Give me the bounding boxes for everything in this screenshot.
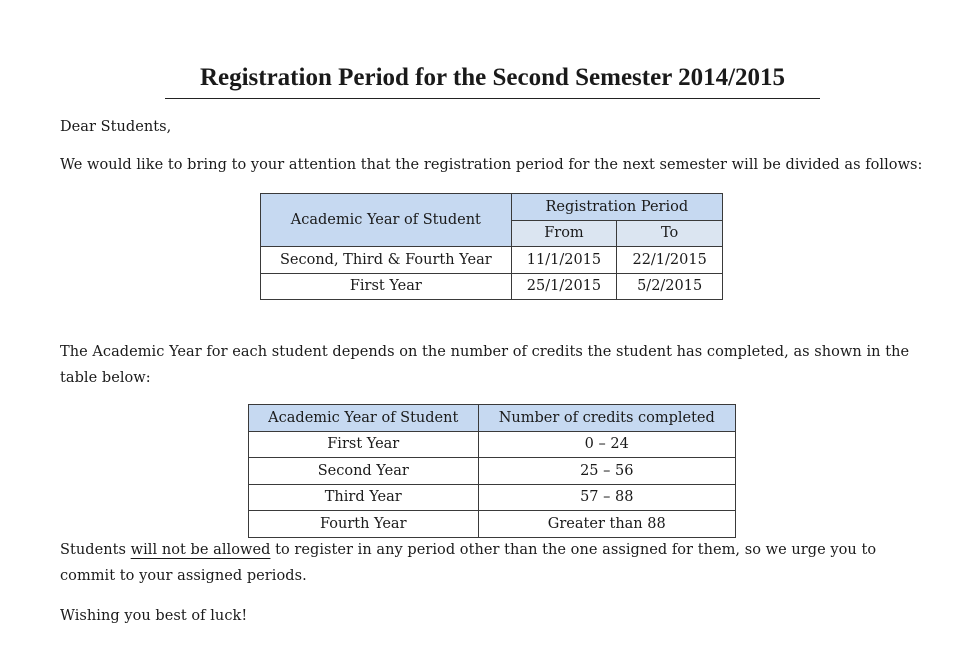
- table-header-row: [261, 194, 723, 221]
- table-row: [249, 458, 736, 485]
- table-row: [249, 484, 736, 511]
- header-credits-completed: Number of credits completed: [478, 405, 736, 432]
- cell-year: Fourth Year: [249, 511, 479, 538]
- header-to: To: [617, 220, 723, 247]
- cell-year: First Year: [249, 431, 479, 458]
- cell-from: 25/1/2015: [511, 273, 617, 300]
- table-row: [261, 273, 723, 300]
- cell-credits: 25 – 56: [478, 458, 736, 485]
- cell-year: Second, Third & Fourth Year: [261, 247, 512, 274]
- credits-table: [248, 404, 736, 538]
- warning-text-end: to register in any period other than the one assigned for them, so we urge you to commit to your assigned periods.: [60, 542, 877, 584]
- header-registration-period: Registration Period: [511, 194, 722, 221]
- header-academic-year: Academic Year of Student: [249, 405, 479, 432]
- document-title: Registration Period for the Second Semester 2014/2015: [165, 62, 820, 99]
- cell-credits: 0 – 24: [478, 431, 736, 458]
- cell-year: Third Year: [249, 484, 479, 511]
- cell-year: First Year: [261, 273, 512, 300]
- table-row: [249, 431, 736, 458]
- intro-paragraph: We would like to bring to your attention that the registration period for the next semester will be divided as follows:: [60, 157, 923, 173]
- registration-period-table: [260, 193, 723, 300]
- header-academic-year: Academic Year of Student: [261, 194, 512, 247]
- warning-emphasis: will not be allowed: [130, 542, 271, 558]
- cell-credits: 57 – 88: [478, 484, 736, 511]
- cell-to: 5/2/2015: [617, 273, 723, 300]
- cell-year: Second Year: [249, 458, 479, 485]
- cell-to: 22/1/2015: [617, 247, 723, 274]
- credits-paragraph: The Academic Year for each student depends on the number of credits the student has completed, as shown in the table below:: [60, 344, 910, 386]
- warning-paragraph: [60, 537, 930, 589]
- table-row: [261, 247, 723, 274]
- salutation: Dear Students,: [60, 119, 172, 135]
- closing-line: Wishing you best of luck!: [60, 608, 248, 624]
- cell-from: 11/1/2015: [511, 247, 617, 274]
- warning-text-start: Students: [60, 542, 131, 558]
- cell-credits: Greater than 88: [478, 511, 736, 538]
- table-row: [249, 511, 736, 538]
- header-from: From: [511, 220, 617, 247]
- table-header-row: [249, 405, 736, 432]
